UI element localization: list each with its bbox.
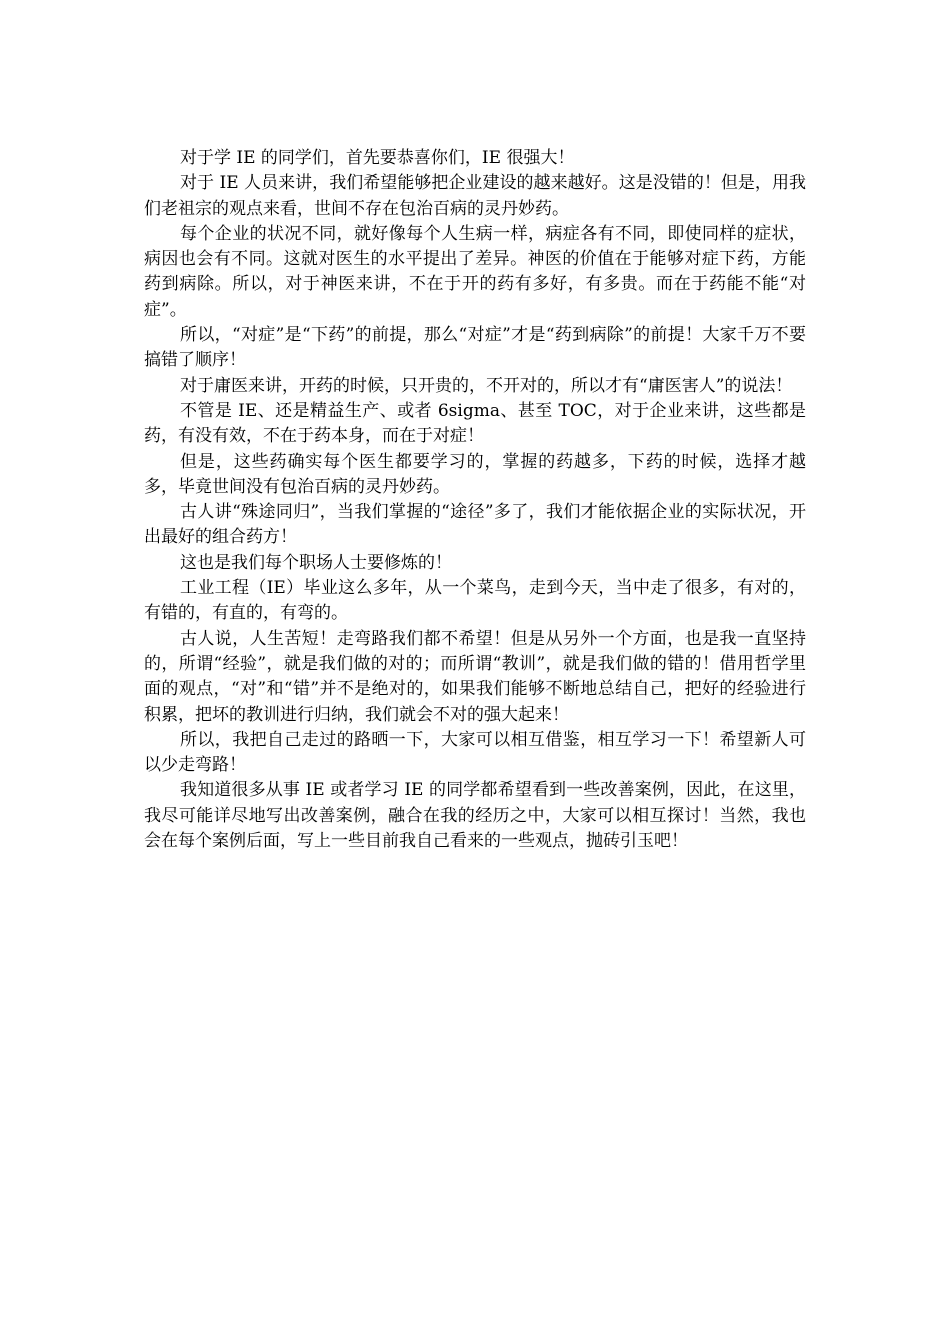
paragraph-12: 所以，我把自己走过的路晒一下，大家可以相互借鉴，相互学习一下！希望新人可以少走弯路！ [144, 729, 806, 776]
paragraph-3: 每个企业的状况不同，就好像每个人生病一样，病症各有不同，即使同样的症状，病因也会有不同。这就对医生的水平提出了差异。神医的价值在于能够对症下药，方能药到病除。所以，对于神医来讲，不在于开的药有多好，有多贵。而在于药能不能“对症”。 [144, 223, 806, 320]
paragraph-13: 我知道很多从事 IE 或者学习 IE 的同学都希望看到一些改善案例，因此，在这里，我尽可能详尽地写出改善案例，融合在我的经历之中，大家可以相互探讨！当然，我也会在每个案例后面，写上一些目前我自己看来的一些观点，抛砖引玉吧！ [144, 780, 806, 852]
paragraph-11: 古人说，人生苦短！走弯路我们都不希望！但是从另外一个方面，也是我一直坚持的，所谓“经验”，就是我们做的对的；而所谓“教训”，就是我们做的错的！借用哲学里面的观点，“对”和“错”并不是绝对的，如果我们能够不断地总结自己，把好的经验进行积累，把坏的教训进行归纳，我们就会不对的强大起来！ [144, 628, 806, 725]
paragraph-10: 工业工程（IE）毕业这么多年，从一个菜鸟，走到今天，当中走了很多，有对的，有错的，有直的，有弯的。 [144, 578, 806, 624]
document-body [144, 146, 806, 854]
paragraph-2: 对于 IE 人员来讲，我们希望能够把企业建设的越来越好。这是没错的！但是，用我们老祖宗的观点来看，世间不存在包治百病的灵丹妙药。 [144, 173, 806, 219]
paragraph-1: 对于学 IE 的同学们，首先要恭喜你们，IE 很强大！ [180, 148, 575, 168]
paragraph-4: 所以，“对症”是“下药”的前提，那么“对症”才是“药到病除”的前提！大家千万不要搞错了顺序！ [144, 325, 806, 371]
paragraph-8: 古人讲“殊途同归”，当我们掌握的“途径”多了，我们才能依据企业的实际状况，开出最好的组合药方！ [144, 502, 806, 548]
paragraph-5: 对于庸医来讲，开药的时候，只开贵的，不开对的，所以才有“庸医害人”的说法！ [180, 375, 793, 396]
paragraph-6: 不管是 IE、还是精益生产、或者 6sigma、甚至 TOC，对于企业来讲，这些都是药，有没有效，不在于药本身，而在于对症！ [144, 400, 806, 447]
paragraph-7: 但是，这些药确实每个医生都要学习的，掌握的药越多，下药的时候，选择才越多，毕竟世间没有包治百病的灵丹妙药。 [144, 451, 806, 497]
paragraph-9: 这也是我们每个职场人士要修炼的！ [180, 552, 452, 573]
